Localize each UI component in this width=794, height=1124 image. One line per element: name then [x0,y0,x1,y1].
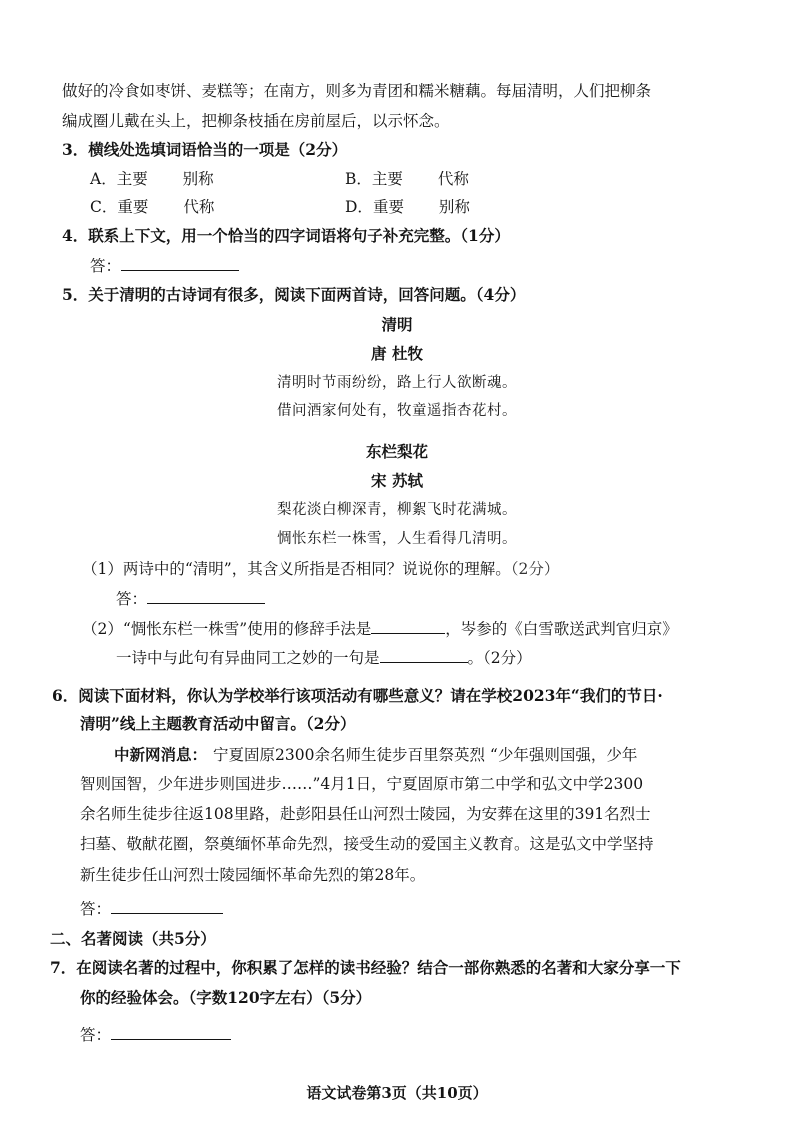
section-heading: 二、名著阅读（共5分） [50,929,216,948]
q5-sub1: （1）两诗中的“清明”，其含义所指是否相同？说说你的理解。（2分） [82,560,560,578]
q5-sub1-answer-line [116,587,265,610]
poem2-line: 惆怅东栏一株雪，人生看得几清明。 [277,531,517,547]
q3-option-d: D．重要 别称 [345,198,470,216]
q7-answer-line [80,1023,231,1046]
poem2-author: 宋 苏轼 [371,471,423,490]
news-line: 扫墓、敬献花圈，祭奠缅怀革命先烈，接受生动的爱国主义教育。这是弘文中学坚持 [80,835,654,853]
answer-label: 答： [116,590,148,608]
q5-sub1-answer-blank[interactable] [147,587,265,604]
poem1-line: 清明时节雨纷纷，路上行人欲断魂。 [277,375,517,391]
q4-answer-blank[interactable] [121,254,239,271]
news-line: 智则国智，少年进步则国进步……”4月1日，宁夏固原市第二中学和弘文中学2300 [80,775,644,793]
q3-option-a: A．主要 别称 [90,170,214,188]
answer-label: 答： [90,257,122,275]
question-3-stem: 3．横线处选填词语恰当的一项是（2分） [62,140,348,159]
poem1-title: 清明 [381,315,413,334]
page-footer: 语文试卷第3页（共10页） [306,1084,488,1102]
q5-sub1-score: （2分） [510,560,560,578]
q3-option-c: C．重要 代称 [90,198,215,216]
q5-sub2-line1: （2）“惆怅东栏一株雪”使用的修辞手法是 ，岑参的《白雪歌送武判官归京》 [82,617,678,640]
poem2-line: 梨花淡白柳深青，柳絮飞时花满城。 [277,502,517,518]
news-line: 新生徒步任山河烈士陵园缅怀革命先烈的第28年。 [80,866,426,884]
q5-sub2-line2: 一诗中与此句有异曲同工之妙的一句是 。（2分） [116,646,532,669]
intro-line: 编成圈儿戴在头上，把柳条枝插在房前屋后，以示怀念。 [62,112,450,130]
q5-sub2-blank-1[interactable] [371,617,445,634]
poem1-author: 唐 杜牧 [371,344,423,363]
news-line: 余名师生徒步往返108里路，赴彭阳县任山河烈士陵园，为安葬在这里的391名烈士 [80,805,651,823]
news-label: 中新网消息： [114,745,208,764]
q4-answer-line [90,254,239,277]
answer-label: 答： [80,1026,112,1044]
q5-sub2-blank-2[interactable] [380,646,468,663]
q7-answer-blank[interactable] [111,1023,231,1040]
question-4-stem: 4．联系上下文，用一个恰当的四字词语将句子补充完整。（1分） [62,226,510,245]
question-6-stem: 6．阅读下面材料，你认为学校举行该项活动有哪些意义？请在学校2023年“我们的节日· [52,686,663,705]
q6-answer-blank[interactable] [111,897,223,914]
q6-answer-line [80,897,223,920]
poem1-line: 借问酒家何处有，牧童遥指杏花村。 [277,403,517,419]
question-7-stem: 你的经验体会。（字数120字左右）（5分） [80,988,372,1007]
news-line: 中新网消息： 宁夏固原2300余名师生徒步百里祭英烈 “少年强则国强，少年 [114,745,638,764]
question-6-stem: 清明”线上主题教育活动中留言。（2分） [80,714,356,733]
q3-option-b: B．主要 代称 [345,170,469,188]
intro-line: 做好的冷食如枣饼、麦糕等；在南方，则多为青团和糯米糖藕。每届清明，人们把柳条 [62,82,652,100]
answer-label: 答： [80,900,112,918]
question-5-stem: 5．关于清明的古诗词有很多，阅读下面两首诗，回答问题。（4分） [62,285,526,304]
poem2-title: 东栏梨花 [365,442,428,461]
question-7-stem: 7．在阅读名著的过程中，你积累了怎样的读书经验？结合一部你熟悉的名著和大家分享一下 [50,958,681,977]
